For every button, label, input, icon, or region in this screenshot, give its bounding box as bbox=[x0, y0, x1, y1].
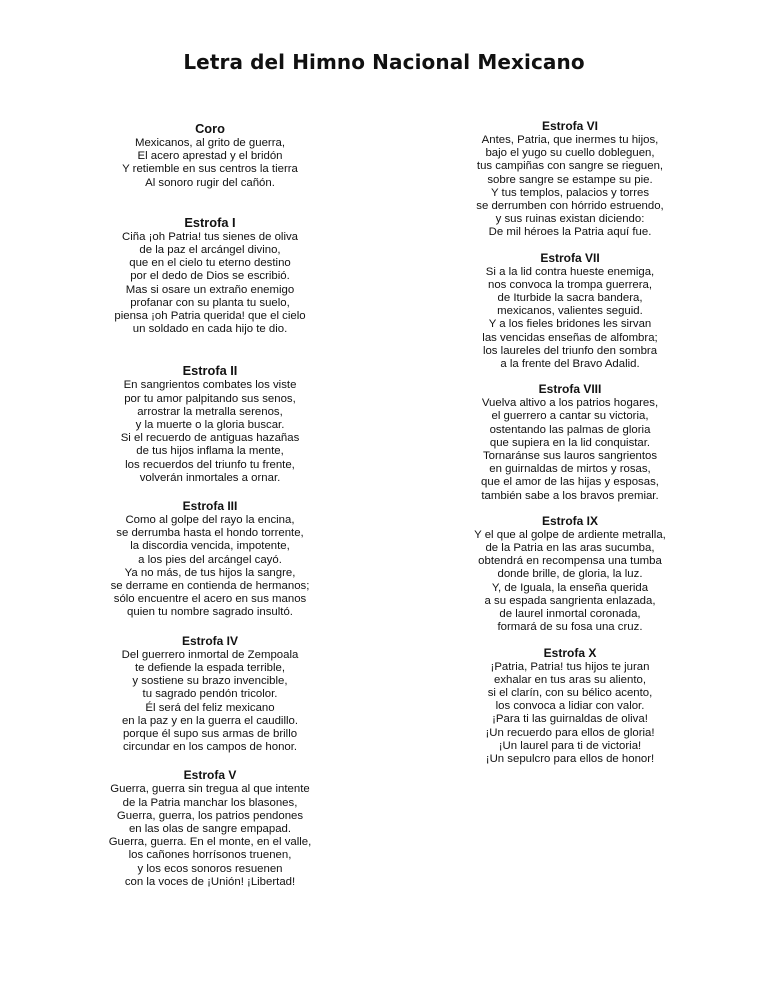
verse-line: Mexicanos, al grito de guerra, bbox=[134, 137, 286, 149]
verse-line: por tu amor palpitando sus senos, bbox=[124, 392, 296, 405]
stanza-estrofa-3 bbox=[70, 499, 350, 620]
verse-line: Él será del feliz mexicano bbox=[145, 701, 275, 714]
verse-line: Guerra, guerra. En el monte, en el valle, bbox=[108, 836, 312, 849]
stanza-title: Estrofa IV bbox=[181, 633, 238, 648]
stanza-lines bbox=[70, 649, 350, 755]
verse-line: donde brille, de gloria, la luz. bbox=[497, 568, 643, 581]
stanza-title: Estrofa III bbox=[182, 499, 238, 514]
verse-line: Como al golpe del rayo la encina, bbox=[125, 514, 295, 527]
verse-line: de laurel inmortal coronada, bbox=[499, 608, 641, 621]
left-column bbox=[70, 121, 350, 889]
verse-line: también sabe a los bravos premiar. bbox=[481, 489, 659, 502]
verse-line: Guerra, guerra sin tregua al que intente bbox=[110, 783, 310, 796]
stanza-estrofa-4 bbox=[70, 634, 350, 755]
verse-line: los recuerdos del triunfo tu frente, bbox=[125, 458, 295, 471]
stanza-title: Estrofa II bbox=[182, 363, 238, 379]
stanza-title: Estrofa VI bbox=[541, 119, 598, 133]
stanza-title: Estrofa X bbox=[543, 645, 597, 660]
verse-line: en las olas de sangre empapad. bbox=[128, 822, 292, 835]
verse-line: En sangrientos combates los viste bbox=[123, 379, 297, 392]
verse-line: arrostrar la metralla serenos, bbox=[137, 405, 283, 418]
verse-line: los convoca a lidiar con valor. bbox=[495, 700, 645, 713]
verse-line: Guerra, guerra, los patrios pendones bbox=[116, 809, 304, 822]
stanza-estrofa-2 bbox=[70, 363, 350, 485]
verse-line: obtendrá en recompensa una tumba bbox=[478, 555, 662, 568]
verse-line: profanar con su planta tu suelo, bbox=[130, 296, 290, 309]
verse-line: Mas si osare un extraño enemigo bbox=[125, 283, 295, 296]
verse-line: sobre sangre se estampe su pie. bbox=[487, 173, 653, 186]
stanza-title: Coro bbox=[195, 121, 225, 136]
verse-line: te defiende la espada terrible, bbox=[134, 661, 286, 674]
stanza-estrofa-6 bbox=[430, 119, 710, 240]
verse-line: se derrumben con hórrido estruendo, bbox=[476, 200, 664, 213]
verse-line: la discordia vencida, impotente, bbox=[130, 540, 290, 553]
verse-line: Ya no más, de tus hijos la sangre, bbox=[124, 566, 296, 579]
verse-line: en guirnaldas de mirtos y rosas, bbox=[489, 463, 651, 476]
verse-line: El acero aprestad y el bridón bbox=[137, 150, 283, 163]
verse-line: Si el recuerdo de antiguas hazañas bbox=[120, 432, 300, 445]
verse-line: se derrumba hasta el hondo torrente, bbox=[116, 527, 304, 540]
verse-line: un soldado en cada hijo te dio. bbox=[132, 323, 288, 336]
verse-line: por el dedo de Dios se escribió. bbox=[130, 270, 290, 283]
verse-line: con la voces de ¡Unión! ¡Libertad! bbox=[124, 875, 296, 888]
verse-line: mexicanos, valientes seguid. bbox=[497, 305, 643, 318]
verse-line: Al sonoro rugir del cañón. bbox=[145, 176, 275, 189]
stanza-lines bbox=[430, 134, 710, 240]
stanza-lines bbox=[430, 266, 710, 372]
stanza-title: Estrofa VII bbox=[540, 250, 600, 265]
verse-line: porque él supo sus armas de brillo bbox=[122, 727, 298, 740]
verse-line: ostentando las palmas de gloria bbox=[489, 423, 651, 436]
verse-line: Y a los fieles bridones les sirvan bbox=[488, 318, 652, 331]
verse-line: a su espada sangrienta enlazada, bbox=[484, 594, 656, 607]
verse-line: de la Patria en las aras sucumba, bbox=[485, 542, 655, 555]
verse-line: Y el que al golpe de ardiente metralla, bbox=[474, 528, 666, 541]
verse-line: exhalar en tus aras su aliento, bbox=[494, 673, 646, 686]
verse-line: nos convoca la trompa guerrera, bbox=[488, 278, 652, 291]
stanza-estrofa-7 bbox=[430, 251, 710, 372]
stanza-lines bbox=[70, 379, 350, 485]
stanza-lines bbox=[430, 529, 710, 635]
verse-line: a los pies del arcángel cayó. bbox=[138, 553, 282, 566]
verse-line: circundar en los campos de honor. bbox=[122, 741, 298, 754]
verse-line: volverán inmortales a ornar. bbox=[139, 471, 281, 484]
verse-line: el guerrero a cantar su victoria, bbox=[491, 410, 649, 423]
verse-line: de tus hijos inflama la mente, bbox=[136, 445, 284, 458]
verse-line: y los ecos sonoros resuenen bbox=[137, 862, 283, 875]
stanza-estrofa-10 bbox=[430, 646, 710, 767]
verse-line: y sostiene su brazo invencible, bbox=[132, 675, 288, 688]
verse-line: de la Patria manchar los blasones, bbox=[122, 796, 298, 809]
page-title: Letra del Himno Nacional Mexicano bbox=[183, 50, 585, 74]
verse-line: y la muerte o la gloria buscar. bbox=[135, 419, 285, 432]
stanza-title: Estrofa I bbox=[184, 214, 236, 230]
verse-line: ¡Un sepulcro para ellos de honor! bbox=[485, 752, 655, 765]
verse-line: si el clarín, con su bélico acento, bbox=[487, 686, 653, 699]
verse-line: los cañones horrísonos truenen, bbox=[128, 849, 292, 862]
verse-line: Si a la lid contra hueste enemiga, bbox=[485, 265, 655, 278]
stanza-title: Estrofa VIII bbox=[538, 382, 602, 397]
verse-line: tus campiñas con sangre se rieguen, bbox=[476, 160, 664, 173]
verse-line: a la frente del Bravo Adalid. bbox=[500, 358, 640, 371]
verse-line: Del guerrero inmortal de Zempoala bbox=[121, 648, 299, 661]
verse-line: ¡Patria, Patria! tus hijos te juran bbox=[490, 660, 650, 673]
verse-line: los laureles del triunfo den sombra bbox=[482, 344, 658, 357]
verse-line: Y retiemble en sus centros la tierra bbox=[122, 163, 298, 176]
stanza-lines bbox=[70, 231, 350, 337]
stanza-estrofa-1 bbox=[70, 215, 350, 337]
verse-line: ¡Un laurel para ti de victoria! bbox=[498, 739, 642, 752]
right-column bbox=[430, 119, 710, 766]
stanza-lines bbox=[70, 783, 350, 889]
stanza-lines bbox=[70, 137, 350, 190]
verse-line: Tornaránse sus lauros sangrientos bbox=[482, 450, 658, 463]
stanza-lines bbox=[430, 397, 710, 503]
stanza-estrofa-8 bbox=[430, 382, 710, 503]
verse-line: de la paz el arcángel divino, bbox=[139, 244, 281, 257]
verse-line: que el amor de las hijas y esposas, bbox=[481, 476, 659, 489]
verse-line: piensa ¡oh Patria querida! que el cielo bbox=[114, 310, 306, 323]
verse-line: tu sagrado pendón tricolor. bbox=[142, 688, 278, 701]
verse-line: Y tus templos, palacios y torres bbox=[490, 186, 650, 199]
verse-line: de Iturbide la sacra bandera, bbox=[497, 292, 643, 305]
verse-line: De mil héroes la Patria aquí fue. bbox=[488, 226, 652, 239]
stanza-estrofa-9 bbox=[430, 514, 710, 635]
stanza-coro bbox=[70, 121, 350, 190]
stanza-title: Estrofa V bbox=[183, 768, 237, 783]
verse-line: ¡Para ti las guirnaldas de oliva! bbox=[492, 713, 648, 726]
stanza-lines bbox=[430, 661, 710, 767]
verse-line: y sus ruinas existan diciendo: bbox=[495, 213, 645, 226]
verse-line: que supiera en la lid conquistar. bbox=[489, 436, 651, 449]
verse-line: quien tu nombre sagrado insultó. bbox=[127, 606, 293, 619]
stanza-estrofa-5 bbox=[70, 768, 350, 889]
verse-line: bajo el yugo su cuello dobleguen, bbox=[485, 147, 655, 160]
verse-line: en la paz y en la guerra el caudillo. bbox=[121, 714, 299, 727]
verse-line: ¡Un recuerdo para ellos de gloria! bbox=[485, 726, 655, 739]
verse-line: Antes, Patria, que inermes tu hijos, bbox=[481, 134, 659, 146]
verse-line: se derrame en contienda de hermanos; bbox=[110, 580, 310, 593]
verse-line: sólo encuentre el acero en sus manos bbox=[113, 593, 307, 606]
verse-line: Vuelva altivo a los patrios hogares, bbox=[481, 397, 659, 410]
stanza-title: Estrofa IX bbox=[541, 513, 598, 528]
verse-line: formará de su fosa una cruz. bbox=[497, 621, 643, 634]
verse-line: Y, de Iguala, la enseña querida bbox=[491, 581, 649, 594]
verse-line: las vencidas enseñas de alfombra; bbox=[482, 331, 658, 344]
stanza-lines bbox=[70, 514, 350, 620]
verse-line: que en el cielo tu eterno destino bbox=[129, 257, 291, 270]
verse-line: Ciña ¡oh Patria! tus sienes de oliva bbox=[121, 230, 298, 243]
